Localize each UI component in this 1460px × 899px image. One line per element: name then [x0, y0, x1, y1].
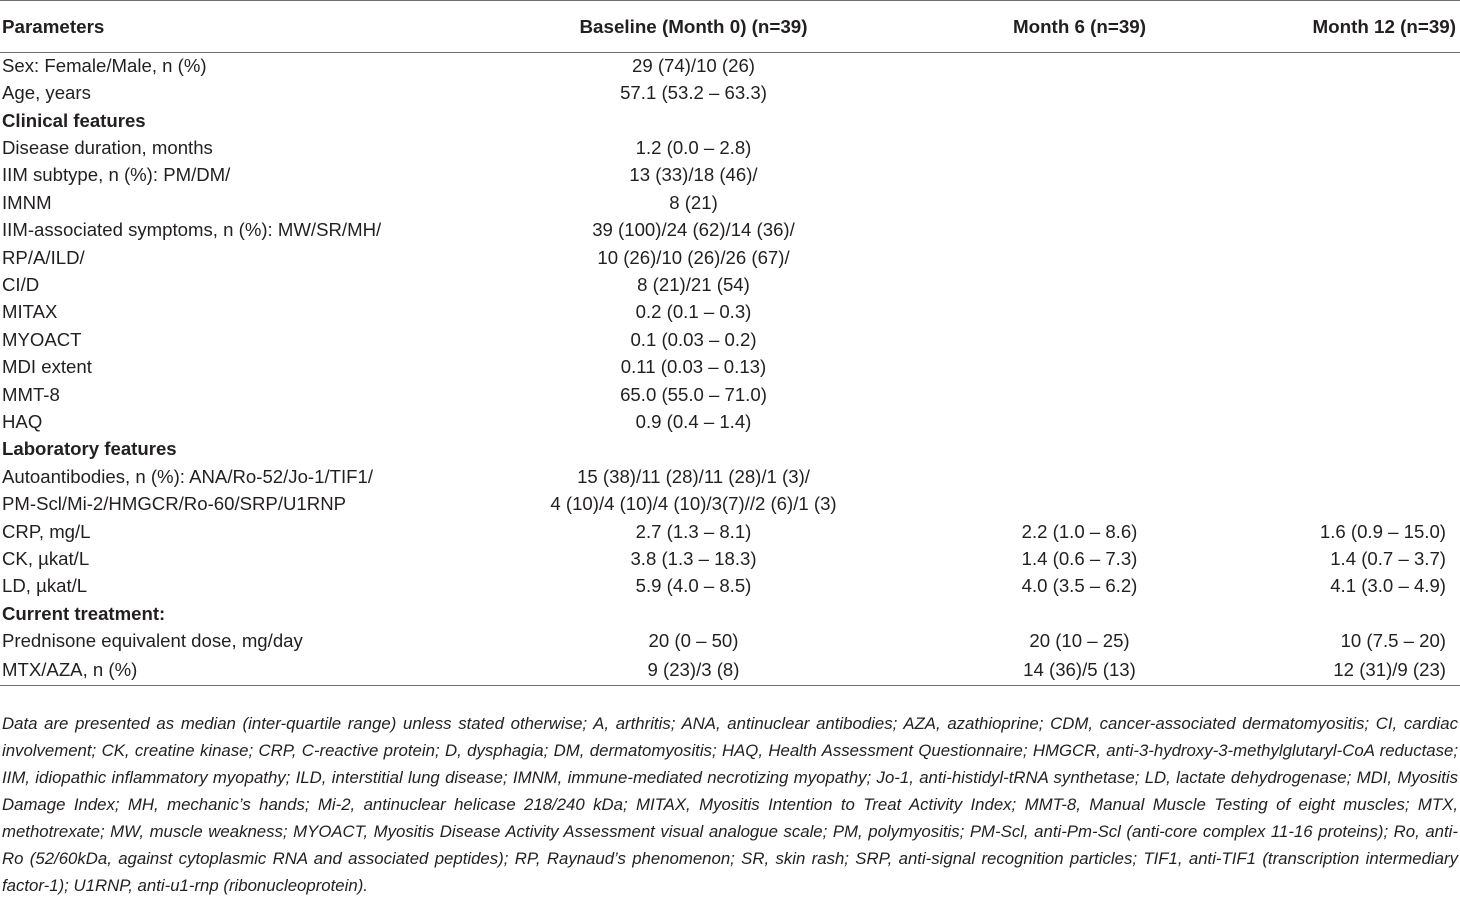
table-row [0, 80, 1460, 107]
table-row [0, 463, 1460, 490]
cell-month-12 [1202, 244, 1460, 271]
cell-month-12 [1202, 326, 1460, 353]
cell-baseline: 4 (10)/4 (10)/4 (10)/3(7)//2 (6)/1 (3) [550, 493, 837, 515]
cell-month-12 [1202, 381, 1460, 408]
cell-month-6 [957, 80, 1202, 107]
cell-baseline: 0.11 (0.03 – 0.13) [620, 356, 767, 378]
cell-baseline [430, 600, 957, 627]
cell-month-12 [1202, 135, 1460, 162]
cell-month-6 [957, 107, 1202, 134]
cell-baseline: 20 (0 – 50) [648, 630, 739, 652]
cell-month-6 [957, 162, 1202, 189]
cell-month-6 [957, 326, 1202, 353]
cell-baseline: 0.2 (0.1 – 0.3) [635, 301, 752, 323]
header-month-12: Month 12 (n=39) [1202, 1, 1460, 53]
cell-month-6 [957, 244, 1202, 271]
table-row [0, 162, 1460, 189]
cell-month-6 [957, 299, 1202, 326]
cell-month-12 [1202, 436, 1460, 463]
table-row [0, 272, 1460, 299]
table-row [0, 354, 1460, 381]
cell-month-6 [957, 381, 1202, 408]
cell-month-6 [957, 463, 1202, 490]
cell-baseline: 0.9 (0.4 – 1.4) [635, 410, 752, 432]
cell-month-12 [1202, 491, 1460, 518]
cell-baseline: 1.2 (0.0 – 2.8) [635, 137, 752, 159]
cell-month-6 [957, 272, 1202, 299]
row-label: Sex: Female/Male, n (%) [2, 55, 207, 77]
table-row [0, 244, 1460, 271]
row-label: CK, µkat/L [2, 547, 90, 569]
row-label: MDI extent [2, 356, 92, 378]
table-row [0, 518, 1460, 545]
cell-month-12 [1202, 189, 1460, 216]
header-baseline: Baseline (Month 0) (n=39) [430, 1, 957, 53]
cell-baseline [430, 107, 957, 134]
cell-month-6: 14 (36)/5 (13) [957, 655, 1202, 685]
cell-baseline: 57.1 (53.2 – 63.3) [620, 82, 767, 104]
table-row [0, 217, 1460, 244]
cell-baseline: 5.9 (4.0 – 8.5) [635, 575, 752, 597]
row-label: IIM subtype, n (%): PM/DM/ [2, 164, 231, 186]
cell-month-12: 1.4 (0.7 – 3.7) [1330, 547, 1446, 569]
table-row [0, 491, 1460, 518]
cell-month-6: 2.2 (1.0 – 8.6) [1021, 520, 1138, 542]
row-label: RP/A/ILD/ [2, 246, 85, 268]
row-label: LD, µkat/L [2, 575, 88, 597]
cell-month-12 [1202, 80, 1460, 107]
row-label: MYOACT [2, 328, 82, 350]
cell-month-12 [1202, 107, 1460, 134]
row-label: Clinical features [2, 109, 146, 131]
cell-month-12: 1.6 (0.9 – 15.0) [1319, 520, 1446, 542]
header-month-6: Month 6 (n=39) [957, 1, 1202, 53]
cell-baseline: 9 (23)/3 (8) [430, 655, 957, 685]
cell-month-6 [957, 217, 1202, 244]
cell-month-6 [957, 189, 1202, 216]
cell-baseline: 13 (33)/18 (46)/ [629, 164, 758, 186]
cell-month-6 [957, 600, 1202, 627]
cell-month-6 [957, 491, 1202, 518]
table-row [0, 381, 1460, 408]
cell-baseline: 8 (21)/21 (54) [637, 274, 750, 296]
cell-month-12 [1202, 463, 1460, 490]
cell-month-12 [1202, 299, 1460, 326]
cell-month-12 [1202, 354, 1460, 381]
row-label: MITAX [2, 301, 58, 323]
row-label: IIM-associated symptoms, n (%): MW/SR/MH/ [2, 219, 382, 241]
row-label: HAQ [2, 410, 43, 432]
row-label: Current treatment: [2, 602, 166, 624]
row-label: Age, years [2, 82, 91, 104]
cell-baseline: 8 (21) [669, 191, 718, 213]
cell-baseline: 29 (74)/10 (26) [632, 55, 755, 77]
cell-baseline: 39 (100)/24 (62)/14 (36)/ [592, 219, 795, 241]
row-label: Autoantibodies, n (%): ANA/Ro-52/Jo-1/TIF1/ [2, 465, 374, 487]
section-header-row [0, 600, 1460, 627]
cell-month-6 [957, 53, 1202, 80]
cell-month-6 [957, 135, 1202, 162]
table-row [0, 573, 1460, 600]
cell-month-6 [957, 354, 1202, 381]
row-label: IMNM [2, 191, 52, 213]
cell-month-12: 12 (31)/9 (23) [1202, 655, 1460, 685]
row-label: CRP, mg/L [2, 520, 91, 542]
section-header-row [0, 436, 1460, 463]
row-label: Laboratory features [2, 438, 177, 460]
cell-month-6: 1.4 (0.6 – 7.3) [1021, 547, 1138, 569]
table-row [0, 409, 1460, 436]
cell-month-12 [1202, 409, 1460, 436]
cell-baseline [430, 436, 957, 463]
table-row [0, 655, 1460, 685]
section-header-row [0, 107, 1460, 134]
cell-month-12: 10 (7.5 – 20) [1340, 630, 1446, 652]
table-row [0, 299, 1460, 326]
table-row [0, 628, 1460, 655]
cell-baseline: 2.7 (1.3 – 8.1) [635, 520, 752, 542]
cell-month-6: 4.0 (3.5 – 6.2) [1021, 575, 1138, 597]
cell-baseline: 10 (26)/10 (26)/26 (67)/ [597, 246, 790, 268]
table-row [0, 546, 1460, 573]
cell-month-12 [1202, 600, 1460, 627]
cell-month-6: 20 (10 – 25) [1029, 630, 1130, 652]
cell-month-6 [957, 409, 1202, 436]
table-row [0, 135, 1460, 162]
cell-month-12 [1202, 53, 1460, 80]
row-label: PM-Scl/Mi-2/HMGCR/Ro-60/SRP/U1RNP [2, 493, 347, 515]
row-label: CI/D [2, 274, 40, 296]
row-label: Disease duration, months [2, 137, 213, 159]
cell-month-12 [1202, 272, 1460, 299]
row-label: Prednisone equivalent dose, mg/day [2, 630, 303, 652]
cell-month-12 [1202, 217, 1460, 244]
cell-month-12 [1202, 162, 1460, 189]
cell-baseline: 65.0 (55.0 – 71.0) [620, 383, 767, 405]
table-row [0, 53, 1460, 80]
table-row [0, 189, 1460, 216]
table-body [0, 53, 1460, 686]
cell-month-12: 4.1 (3.0 – 4.9) [1330, 575, 1446, 597]
row-label: MMT-8 [2, 383, 60, 405]
cell-month-6 [957, 436, 1202, 463]
table-row [0, 326, 1460, 353]
cell-baseline: 0.1 (0.03 – 0.2) [630, 328, 757, 350]
cell-baseline: 15 (38)/11 (28)/11 (28)/1 (3)/ [577, 465, 810, 487]
header-parameters: Parameters [0, 1, 430, 53]
table-header-row [0, 1, 1460, 53]
table-footnote: Data are presented as median (inter-quartile range) unless stated otherwise; A, arthritis; ANA, antinuclear antibodies; AZA, azathioprine; CDM, cancer-associated dermatomyositis; CI, cardiac involvement; CK, creatine kinase; CRP, C-reactive protein; D, dysphagia; DM, dermatomyositis; HAQ, Health Assessment Questionnaire; HMGCR, anti-3-hydroxy-3-methylglutaryl-CoA reductase; IIM, idiopathic inflammatory myopathy; ILD, interstitial lung disease; IMNM, immune-mediated necrotizing myopathy; Jo-1, anti-histidyl-tRNA synthetase; LD, lactate dehydrogenase; MDI, Myositis Damage Index; MH, mechanic’s hands; Mi-2, antinuclear helicase 218/240 kDa; MITAX, Myositis Intention to Treat Activity Index; MMT-8, Manual Muscle Testing of eight muscles; MTX, methotrexate; MW, muscle weakness; MYOACT, Myositis Disease Activity Assessment visual analogue scale; PM, polymyositis; PM-Scl, anti-Pm-Scl (anti-core complex 11-16 proteins); Ro, anti-Ro (52/60kDa, against cytoplasmic RNA and associated peptides); RP, Raynaud’s phenomenon; SR, skin rash; SRP, anti-signal recognition particles; TIF1, anti-TIF1 (transcription intermediary factor-1); U1RNP, anti-u1-rnp (ribonucleoprotein). [2, 714, 1458, 895]
row-label: MTX/AZA, n (%) [0, 655, 430, 685]
cell-baseline: 3.8 (1.3 – 18.3) [630, 547, 757, 569]
